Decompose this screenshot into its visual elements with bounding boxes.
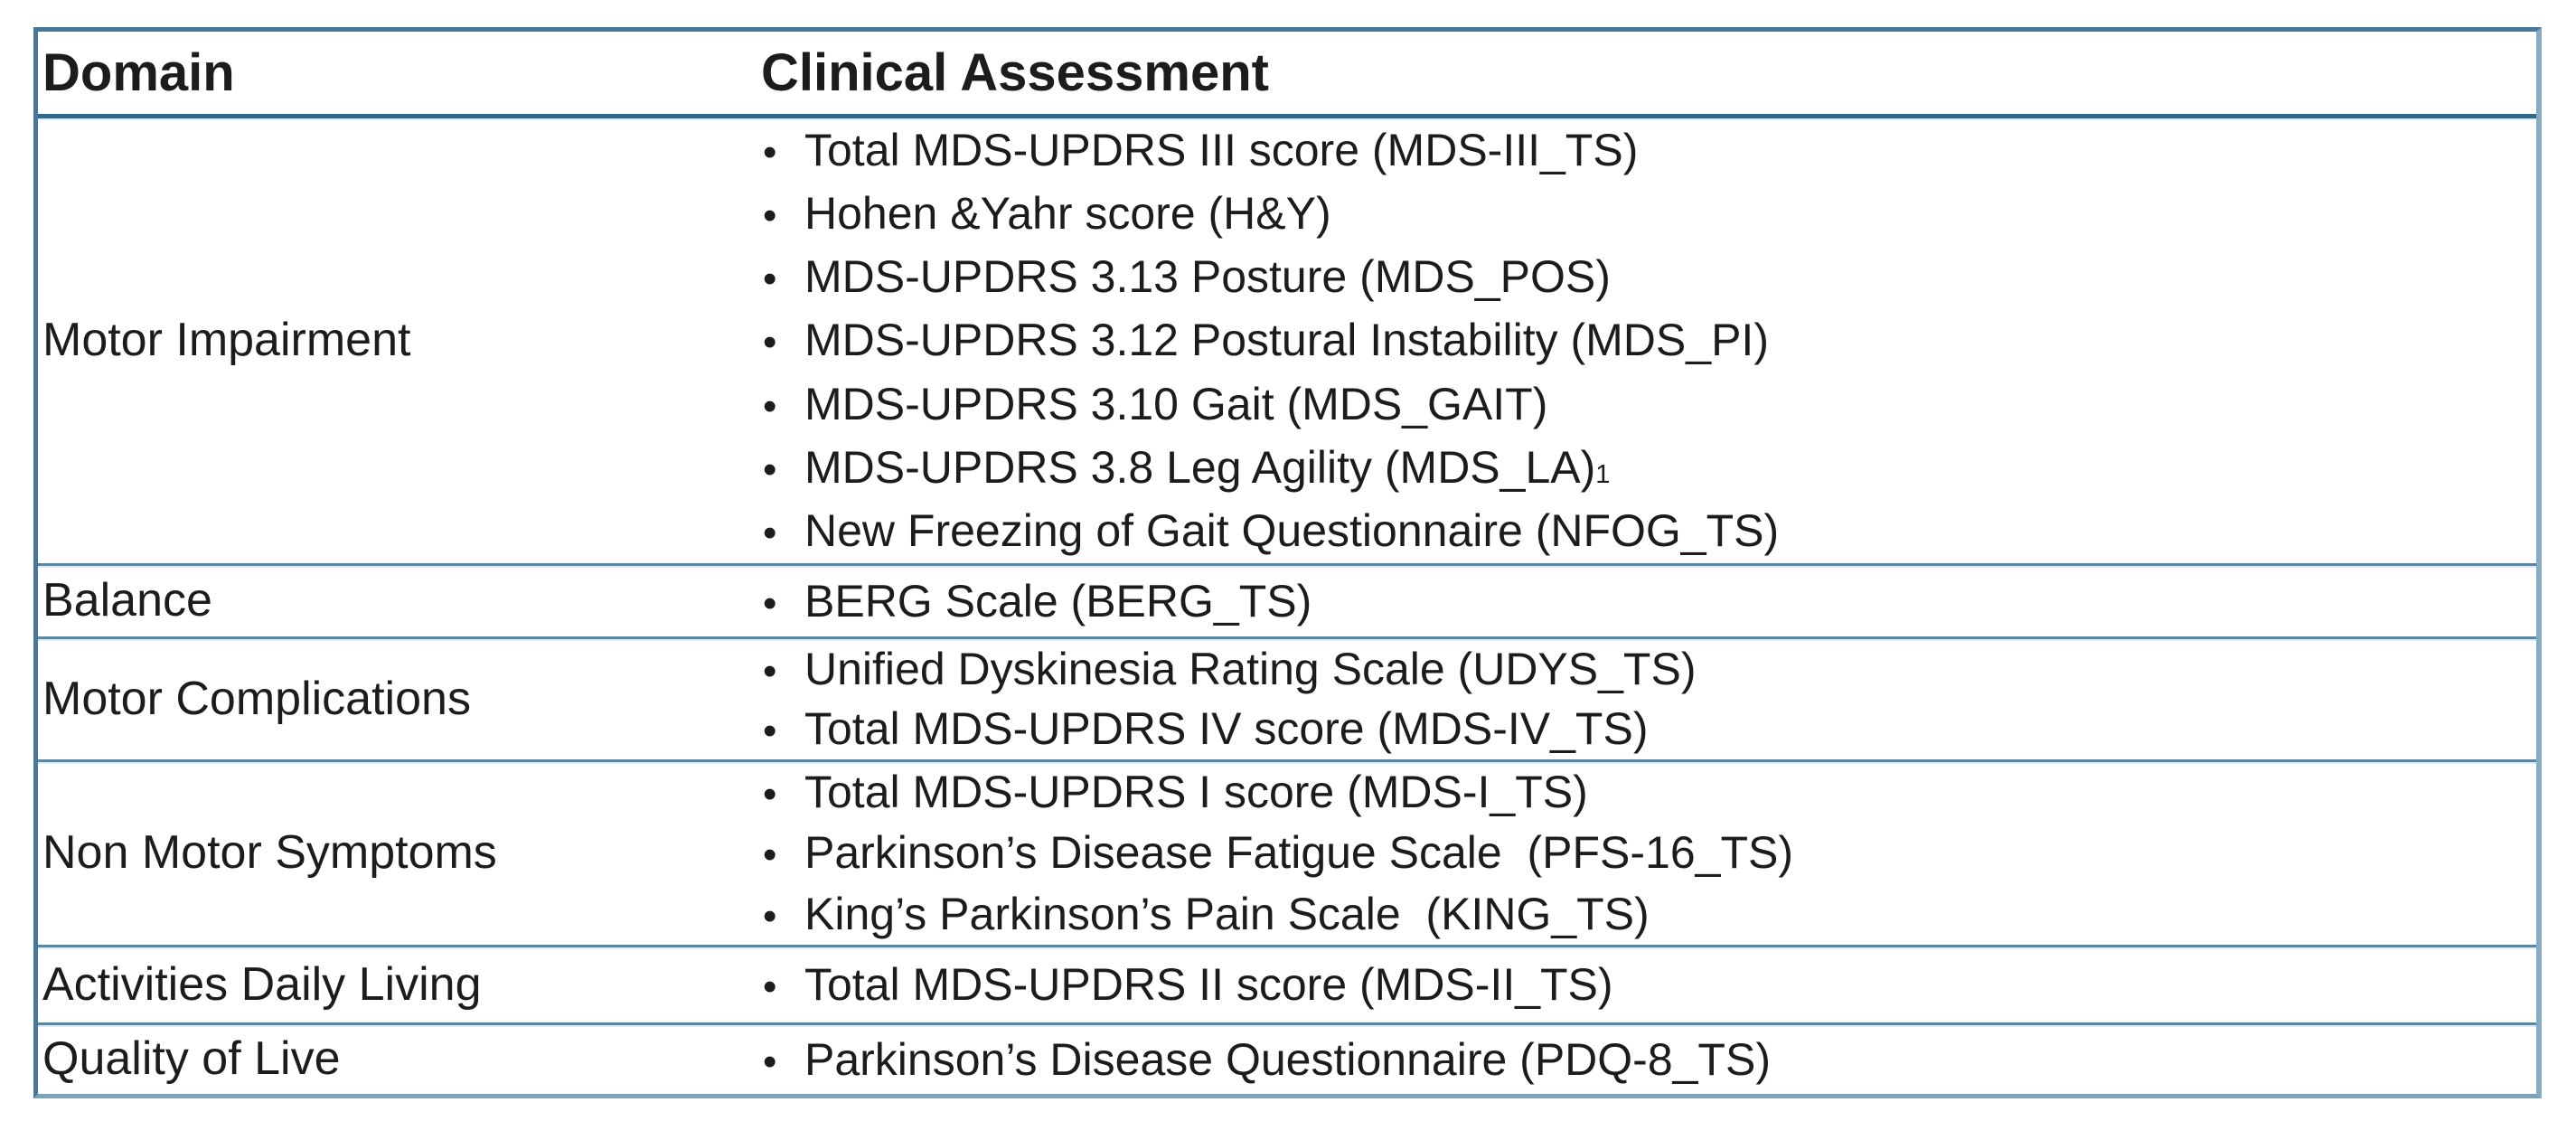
- assessment-item: [752, 890, 2536, 939]
- bullet-icon: •: [763, 447, 777, 493]
- assessment-cell: [752, 947, 2536, 1022]
- assessment-text: MDS-UPDRS 3.10 Gait (MDS_GAIT): [804, 378, 1548, 429]
- assessment-text: Total MDS-UPDRS I score (MDS-I_TS): [804, 767, 1588, 818]
- assessment-text: MDS-UPDRS 3.13 Posture (MDS_POS): [804, 251, 1611, 303]
- assessment-item: [752, 960, 2536, 1010]
- assessment-item: [752, 126, 2536, 175]
- assessment-text: New Freezing of Gait Questionnaire (NFOG_TS): [804, 505, 1780, 557]
- bullet-icon: •: [763, 1039, 777, 1084]
- table-row: [38, 636, 2536, 759]
- assessment-item: [752, 506, 2536, 556]
- assessment-text: Total MDS-UPDRS III score (MDS-III_TS): [804, 124, 1639, 175]
- table-row: [38, 945, 2536, 1022]
- table-row: [38, 1022, 2536, 1094]
- assessment-text: MDS-UPDRS 3.12 Postural Instability (MDS_PI): [804, 315, 1769, 366]
- bullet-icon: •: [763, 772, 777, 817]
- clinical-assessment-table: [33, 27, 2542, 1098]
- column-header-clinical-assessment: Clinical Assessment: [761, 42, 1269, 102]
- domain-cell: [38, 762, 752, 945]
- domain-cell: [38, 1025, 752, 1094]
- domain-cell: [38, 639, 752, 759]
- domain-label: Activities Daily Living: [42, 957, 482, 1011]
- domain-label: Motor Complications: [42, 672, 471, 725]
- assessment-list: [752, 947, 2536, 1022]
- assessment-text: King’s Parkinson’s Pain Scale (KING_TS): [804, 888, 1650, 939]
- table-header-row: [38, 32, 2536, 118]
- domain-label: Balance: [42, 574, 212, 627]
- assessment-cell: [752, 1025, 2536, 1094]
- assessment-cell: [752, 639, 2536, 759]
- assessment-item: [752, 704, 2536, 754]
- assessment-cell: [752, 566, 2536, 636]
- assessment-text: MDS-UPDRS 3.8 Leg Agility (MDS_LA): [804, 442, 1596, 494]
- assessment-text: Hohen &Yahr score (H&Y): [804, 187, 1331, 239]
- bullet-icon: •: [763, 709, 777, 754]
- assessment-item: [752, 380, 2536, 429]
- assessment-list: [752, 639, 2536, 759]
- assessment-list: [752, 118, 2536, 563]
- bullet-icon: •: [763, 580, 777, 626]
- domain-label: Non Motor Symptoms: [42, 826, 497, 880]
- assessment-item: [752, 316, 2536, 365]
- assessment-list: [752, 1025, 2536, 1094]
- bullet-icon: •: [763, 383, 777, 429]
- table-row: [38, 118, 2536, 563]
- assessment-text: Parkinson’s Disease Fatigue Scale (PFS-16_TS): [804, 827, 1793, 879]
- domain-cell: [38, 118, 752, 563]
- bullet-icon: •: [763, 129, 777, 174]
- bullet-icon: •: [763, 965, 777, 1009]
- table-body: [38, 118, 2536, 1094]
- assessment-item: [752, 1035, 2536, 1085]
- domain-cell: [38, 566, 752, 636]
- assessment-list: [752, 762, 2536, 945]
- assessment-item: [752, 252, 2536, 302]
- assessment-item: [752, 577, 2536, 626]
- domain-label: Quality of Live: [42, 1032, 341, 1086]
- bullet-icon: •: [763, 193, 777, 238]
- assessment-cell: [752, 762, 2536, 945]
- domain-cell: [38, 947, 752, 1022]
- assessment-text: Total MDS-UPDRS IV score (MDS-IV_TS): [804, 703, 1649, 755]
- assessment-item: • MDS-UPDRS 3.8 Leg Agility (MDS_LA) 1: [752, 443, 2536, 493]
- table-row: [38, 563, 2536, 636]
- assessment-text: BERG Scale (BERG_TS): [804, 575, 1312, 626]
- bullet-icon: •: [763, 257, 777, 302]
- assessment-item: [752, 828, 2536, 878]
- bullet-icon: •: [763, 648, 777, 693]
- assessment-item: [752, 645, 2536, 694]
- assessment-text: Total MDS-UPDRS II score (MDS-II_TS): [804, 959, 1613, 1010]
- assessment-item: [752, 768, 2536, 817]
- domain-label: Motor Impairment: [42, 314, 411, 367]
- bullet-icon: •: [763, 511, 777, 556]
- bullet-icon: •: [763, 320, 777, 365]
- assessment-item: [752, 189, 2536, 239]
- assessment-list: [752, 566, 2536, 636]
- assessment-text: Unified Dyskinesia Rating Scale (UDYS_TS): [804, 643, 1697, 694]
- bullet-icon: •: [763, 893, 777, 938]
- assessment-cell: [752, 118, 2536, 563]
- bullet-icon: •: [763, 833, 777, 878]
- assessment-text: Parkinson’s Disease Questionnaire (PDQ-8_TS): [804, 1033, 1771, 1085]
- column-header-domain: Domain: [42, 42, 235, 102]
- table-row: [38, 759, 2536, 945]
